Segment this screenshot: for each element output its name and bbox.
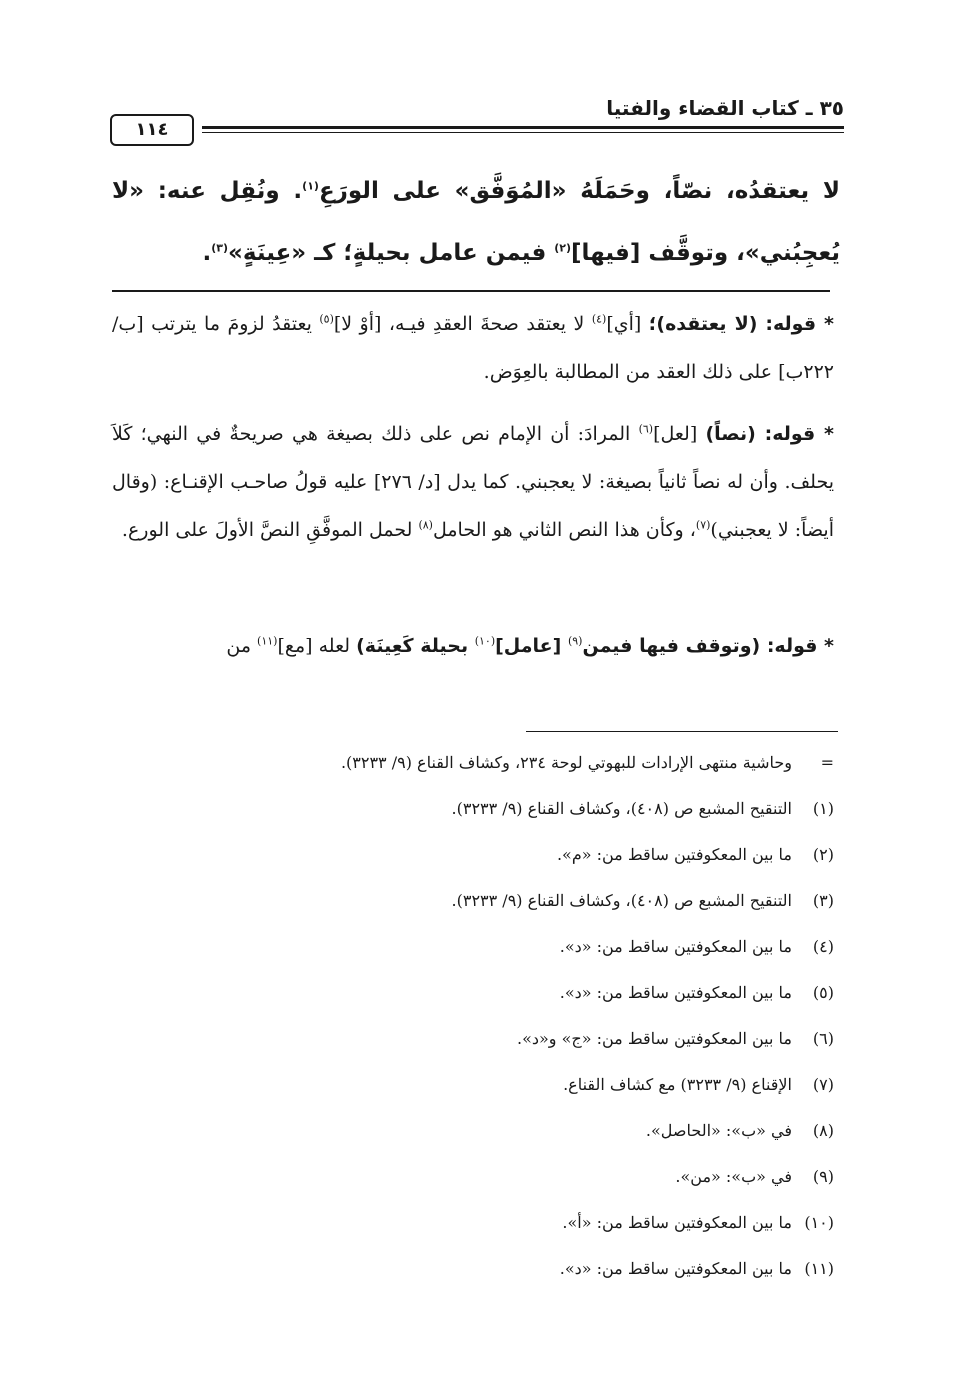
footnote-number: (٤) bbox=[812, 937, 834, 956]
commentary-text: لحمل الموفَّقِ النصَّ الأولَ على الورع. bbox=[121, 519, 419, 541]
footnote-item bbox=[112, 1154, 834, 1200]
footnote-item bbox=[112, 786, 834, 832]
commentary-lead: * قوله: (وتوقف فيها فيمن bbox=[582, 635, 834, 657]
footnote-number: (٧) bbox=[812, 1075, 834, 1094]
commentary-lead: * قوله: (نصاً) bbox=[705, 423, 834, 445]
footnote-text: ما بين المعكوفتين ساقط من: «د». bbox=[559, 983, 792, 1002]
footnote-ref: (١) bbox=[302, 179, 319, 193]
footnote-number: (٨) bbox=[812, 1121, 834, 1140]
commentary-text: ، وكأن هذا النص الثاني هو الحامل bbox=[432, 519, 696, 541]
footnote-ref: (٦) bbox=[638, 422, 654, 436]
footnote-ref: (٨) bbox=[418, 518, 433, 532]
main-text-segment: لا يعتقدُه، نصّاً، وحَمَلَهُ «المُوَفَّق» على الورَعِ bbox=[318, 178, 840, 204]
footnote-number: (١١) bbox=[804, 1259, 834, 1278]
header-rule bbox=[202, 126, 844, 129]
footnote-item bbox=[112, 1246, 834, 1292]
commentary-paragraph bbox=[112, 300, 834, 396]
running-header bbox=[110, 96, 844, 140]
commentary-lead: [عامل] bbox=[495, 635, 568, 657]
commentary-lead: بحيلة كَعِينَة) bbox=[356, 635, 475, 657]
commentary-text: المرادَ: أن الإمام نص على ذلك بصيغة هي صريحةٌ في النهي؛ كَلاَ يحلف. وأن له نصاً ثانياً بصيغة: لا يعجبني. كما يدل [د/ ٢٧٦] عليه قولُ صاحـب الإقنـاع: (وقال أيضاً: لا يعجبني) bbox=[112, 423, 834, 541]
footnote-number: (٢) bbox=[812, 845, 834, 864]
footnote-ref: (٧) bbox=[695, 518, 711, 532]
footnote-item bbox=[112, 1200, 834, 1246]
footnote-ref: (٤) bbox=[591, 312, 607, 326]
footnote-item bbox=[112, 1062, 834, 1108]
commentary-text: لعله [مع] bbox=[277, 635, 357, 657]
commentary-text: [أي] bbox=[606, 313, 649, 335]
footnote-number: (١٠) bbox=[804, 1213, 834, 1232]
footnote-number: (٩) bbox=[812, 1167, 834, 1186]
footnote-ref: (١٠) bbox=[474, 634, 496, 648]
footnote-ref: (١١) bbox=[257, 634, 278, 648]
footnote-number: (٥) bbox=[812, 983, 834, 1002]
footnote-number: (١) bbox=[812, 799, 834, 818]
footnotes bbox=[112, 740, 834, 1292]
footnote-text: وحاشية منتهى الإرادات للبهوتي لوحة ٢٣٤، وكشاف القناع (٩/ ٣٢٣٣). bbox=[340, 753, 792, 772]
footnote-text: الإقناع (٩/ ٣٢٣٣) مع كشاف القناع. bbox=[563, 1075, 792, 1094]
footnote-text: التنقيح المشبع ص (٤٠٨)، وكشاف القناع (٩/ ٣٢٣٣). bbox=[451, 891, 792, 910]
footnote-item bbox=[112, 1108, 834, 1154]
footnote-ref: (٣) bbox=[211, 241, 229, 255]
page-number-box: ١١٤ bbox=[110, 114, 194, 146]
footnote-text: التنقيح المشبع ص (٤٠٨)، وكشاف القناع (٩/ ٣٢٣٣). bbox=[451, 799, 792, 818]
commentary-text: لا يعتقد صحةَ العقدِ فيـه، [أوْ لا] bbox=[333, 313, 592, 335]
commentary-paragraph bbox=[112, 622, 834, 670]
footnote-number: (٦) bbox=[812, 1029, 834, 1048]
commentary-lead: * قوله: (لا يعتقده)؛ bbox=[648, 313, 834, 335]
commentary-text: من bbox=[226, 635, 258, 657]
commentary-text: [لعل] bbox=[653, 423, 706, 445]
footnote-number: (٣) bbox=[812, 891, 834, 910]
footnote-item bbox=[112, 740, 834, 786]
footnote-item bbox=[112, 924, 834, 970]
main-text bbox=[112, 160, 840, 284]
footnote-item bbox=[112, 970, 834, 1016]
commentary-text: يعتقدُ لزومَ ما يترتب [ب/ ٢٢٢ب] على ذلك العقد من المطالبة بالعِوَض. bbox=[112, 313, 834, 383]
footnote-number: = bbox=[820, 753, 834, 772]
footnote-text: ما بين المعكوفتين ساقط من: «ج» و«د». bbox=[517, 1029, 792, 1048]
footnote-ref: (٢) bbox=[554, 241, 572, 255]
main-text-segment: فيمن عامل بحيلةٍ؛ كـ «عِينَةٍ» bbox=[228, 240, 555, 266]
footnote-ref: (٩) bbox=[567, 634, 583, 648]
footnote-text: ما بين المعكوفتين ساقط من: «م». bbox=[556, 845, 792, 864]
footnote-item bbox=[112, 832, 834, 878]
footnote-text: ما بين المعكوفتين ساقط من: «د». bbox=[559, 937, 792, 956]
commentary-divider bbox=[112, 290, 830, 292]
footnote-separator bbox=[526, 731, 838, 732]
main-text-segment: . ونُقِل عنه: «لا يُعجِبُني»، وتوقَّف [فيها] bbox=[112, 178, 840, 266]
footnote-item bbox=[112, 878, 834, 924]
footnote-item bbox=[112, 1016, 834, 1062]
footnote-text: ما بين المعكوفتين ساقط من: «د». bbox=[559, 1259, 792, 1278]
header-rule-thin bbox=[202, 132, 844, 133]
footnote-text: في «ب»: «من». bbox=[675, 1167, 792, 1186]
footnote-text: ما بين المعكوفتين ساقط من: «أ». bbox=[562, 1213, 792, 1232]
footnote-ref: (٥) bbox=[319, 312, 334, 326]
commentary-paragraph bbox=[112, 410, 834, 554]
footnote-text: في «ب»: «الحاصل». bbox=[645, 1121, 792, 1140]
chapter-title: ٣٥ ـ كتاب القضاء والفتيا bbox=[606, 96, 844, 120]
main-text-segment: . bbox=[202, 240, 212, 266]
